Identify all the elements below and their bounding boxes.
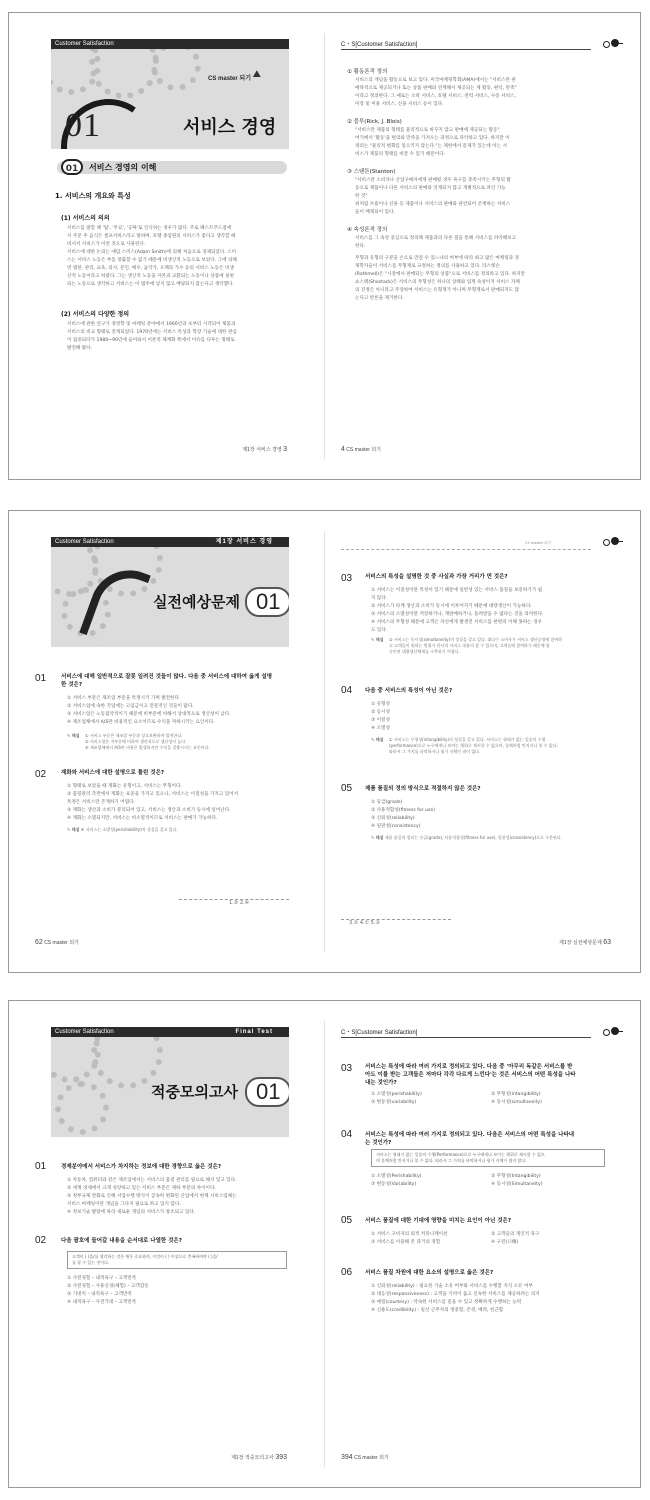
question-options: ① 유형성 ② 동시성 ③ 이질성 ④ 소멸성	[371, 702, 390, 731]
definition-body-4: 서비스를 그 속성 중심으로 정의해 제품과의 다른 점을 통해 서비스를 파악해보고 한다. 무형과 유형의 구분을 손으로 만질 수 있느냐의 여부에 따라 최고 많은 마케팅과 경 제학자들이 서비스를 무형재로 규정하는 정의를 사용하고 있다. 라스멧슨 (Rathmell)은 "시장에서 판매되는 무형의 상품"으로 서비스를 정의하고 있다. 하지만 쇼스택(Shostack)은 서비스의 무형성은 하나의 상태와 업계 속성이지 서비스 자체 의 진정은 아니라고 주장하여 서비스는 유형재가 아니며 무형재로서 판매되지도 않 는다고 반론을 제기한다.	[355, 236, 526, 301]
chapter-title: 서비스 경영	[183, 117, 277, 138]
section-title: 서비스 경영의 이해	[89, 163, 157, 172]
page-footer: 제1장 서비스 경영 3	[242, 446, 287, 453]
explanation-marker-icon: ✎ 해설	[371, 737, 384, 742]
running-header: C・S[Customer Satisfaction]	[341, 1027, 591, 1038]
paragraph-2: 서비스에 관한 연구가 경영학 및 마케팅 분야에서 1960년과 초부터 시작되어 제품과 서비스의 비교 형태로 전개되었다. 1970년에는 서비스 특성과 학장 기술에 대한 관심 이 집중되다가 1980~90년에 들어와서 이론적 체계화 쪽에서 이슈를 다루는 형태로 발전해 왔다.	[67, 322, 237, 351]
heading-1: 1. 서비스의 개요와 특성	[55, 192, 131, 200]
explanation-marker-icon: ✎ 해설	[67, 733, 80, 738]
question-number: 04	[341, 685, 353, 696]
topbar-chapter-label: 제1장 서비스 경영	[215, 539, 273, 545]
answer-explanation: ✎ 해설 제품 품질의 정의는 등급(grade), 사용적합성(fitness for use), 일관성(consistency)으로 구분된다.	[371, 835, 562, 840]
chapter-topbar: Customer Satisfaction	[51, 39, 289, 49]
spread-3	[8, 1000, 641, 1488]
question-options: ① 사전경험 – 내적욕구 – 고객만족 ② 사전경험 – 사용신경(체험) – 고객감동 ③ 기대치 – 내적욕구 – 고객만족 ④ 내적욕구 – 사전기대 – 고객만족	[67, 1276, 149, 1305]
question-options: ① 형태로 보았을 때 재화는 유형이고, 서비스는 무형이다. ② 품질관리 측면에서 재화는 표준을 가지고 있으나, 서비스는 이질성을 가지고 있어서 특정은 서비스란 존재하기 어렵다. ③ 재화는 생산과 소비가 분리되어 있고, 서비스는 생산과 소비가 동시에 일어난다. ④ 재화는 소멸되지만, 서비스는 비소멸적이므로 서비스는 판매가 가능하다.	[67, 784, 239, 821]
page-footer: 394 CS master 되기	[341, 1454, 389, 1461]
question-options-col-2: ② 무형성(intangibility) ④ 동시성(simultaneity)	[491, 1092, 542, 1105]
chapter-title: 실전예상문제	[153, 593, 240, 611]
passage-box: 서비스는 형태가 없는 일종의 수행(Performance)으로 누구에게나 보이는 행위로 제시할 수 없으 며 물체처럼 만지거나 볼 수 없다. 따라서 그 가치를 파악하거나 평가 자체가 쉽지 않다.	[371, 1149, 605, 1167]
answer-key: 3.② 4.① 5.③	[349, 920, 380, 926]
question-text: 재화와 서비스에 대한 설명으로 틀린 것은?	[61, 770, 165, 776]
page-footer: 62 CS master 되기	[35, 939, 79, 946]
chapter-topbar: Customer Satisfaction Final Test	[51, 1027, 289, 1037]
chapter-number: 01	[245, 1077, 289, 1107]
spread-2	[8, 510, 641, 973]
climbing-figure-icon: ⛰	[252, 69, 261, 80]
page-62	[9, 511, 325, 972]
header-deco-label: CS master 되기	[525, 541, 551, 545]
definition-heading-3: ③ 스탠튼(Stanton)	[347, 169, 396, 175]
question-options: ① 등급(grade) ② 사용적합성(fitness for use) ③ 신뢰성(reliability) ④ 일관성(consistency)	[371, 800, 435, 829]
chapter-number: 01	[245, 587, 289, 617]
ornament-icon	[597, 37, 619, 51]
question-options-col-1: ① 소멸성(Perishability) ③ 변동성(Variability)	[371, 1174, 422, 1187]
section-number: 01	[61, 159, 83, 175]
gear-icon	[55, 1081, 109, 1135]
question-options-col-2: ② 무형성(Intangibility) ④ 동시성(Simultaneity)	[491, 1174, 543, 1187]
question-number: 01	[35, 673, 47, 684]
fill-in-box: 고객이 ( )을/를 생각하는 것은 매우 중요하며, 이것이 ( ) 이상으로 충족하여야 ( )을/ 를 할 수 있는 것이다.	[67, 1251, 287, 1269]
definition-heading-4: ④ 속성론적 정의	[347, 227, 388, 233]
question-number: 03	[341, 573, 353, 584]
question-number: 02	[35, 769, 47, 780]
question-options: ① 자동차, 컴퓨터와 같은 제조업에서는 서비스의 품질 관리를 필요로 해서 있고 있다. ② 세계 경제에서 크게 성장하고 있는 서비스 부문은 제하 부문의 차이이다. ③ 정부규제 완화로 인해 서업수행 방식이 급속히 변화된 산업에서 현재 서비스업체는 서비스 마케팅이란 개념을 그다지 필요로 하고 있지 않다. ④ 정보기술 발달에 따라 새로운 개념의 서비스가 창조되고 있다.	[67, 1178, 237, 1215]
page-3	[9, 13, 325, 479]
running-header: C・S[Customer Satisfaction]	[341, 39, 591, 50]
definition-heading-2: ② 블루(Rick, J. Blois)	[347, 119, 402, 125]
answer-explanation: ✎ 해설 ① 서비스는 무형성(intangibility)의 성질을 갖고 있다. 서비스는 형태가 없는 일종의 수행 (performance)으로 누구에게나 보여는 행위로 제시할 수 없으며, 물체처럼 만지거나 볼 수 없다. 따라서 그 가치를 파악하거나 평가 자체인 점이 없다.	[371, 737, 558, 754]
question-text: 서비스의 특성을 설명한 것 중 사실과 가장 거리가 먼 것은?	[365, 574, 508, 580]
question-text: 서비스 품질에 대한 기대에 영향을 미치는 요인이 아닌 것은?	[365, 1218, 512, 1224]
definition-body-1: 서비스의 개념을 활동으로 보고 있다. 미국마케팅학회(AMA)에서는 "서비스란 판 매목적으로 제공되거나 또는 상품 판매와 연계해서 제공되는 제 활동, 편익, 만족" 이라고 정의한다. 그 예로는 오락 서비스, 호텔 서비스, 전력 서비스, 수송 서비스, 미장 및 미용 서비스, 신용 서비스 등이 있다.	[355, 78, 517, 107]
subheading-2: (2) 서비스의 다양한 정의	[61, 311, 130, 318]
question-text: 경제분야에서 서비스가 차지하는 정보에 대한 경향으로 옳은 것은?	[61, 1164, 222, 1170]
question-text: 서비스에 대해 일반적으로 잘못 일려진 것들이 많다. 다음 중 서비스에 대하여 옳게 설명 한 것은?	[61, 674, 273, 688]
question-options-col-1: ① 서비스 구비자의 외적 커뮤니케이션 ③ 서비스를 이용해 본 과거의 경험	[371, 1232, 448, 1245]
ornament-icon	[597, 1025, 619, 1039]
question-number: 03	[341, 1063, 353, 1074]
explanation-marker-icon: ✎ 해설	[67, 827, 80, 832]
question-number: 06	[341, 1267, 353, 1278]
question-text: 서비스 품질 차원에 대한 요소의 설명으로 옳은 것은?	[365, 1270, 494, 1276]
question-number: 02	[35, 1235, 47, 1246]
page-4	[325, 13, 641, 479]
question-options: ① 서비스 부문은 제조업 부문을 특정시키 가며 발전한다. ② 서비스업에 속한 직업에는 고임금이고 전문적인 것들이 많다. ③ 서비스업은 노동집약적이기 때문에 비부문에 비해서 상대적으로 생산성이 낮다. ④ 제조업체에서 A/S란 비용적인 요소이므로 수익을 저하시키는 요인이다.	[67, 696, 231, 725]
question-number: 01	[35, 1161, 47, 1172]
question-text: 서비스는 특성에 따라 여러 가지로 정의되고 있다. 다음 중 '아무리 독같은 서비스를 받 아도 이를 받는 고객들은 저마다 각각 다르게 느낀다'는 것은 서비스의 어떤 특성을 나타 내는 것인가?	[365, 1064, 576, 1086]
page-63	[325, 511, 641, 972]
page-394	[325, 1001, 641, 1487]
final-test-hero-banner	[51, 1037, 289, 1137]
question-text: 서비스는 특성에 따라 여러 가지로 정의되고 있다. 다음은 서비스의 어떤 특성을 나타내 는 것인가?	[365, 1132, 575, 1146]
paragraph-1: 서비스를 말할 때 '팁', '무료', '공짜'로 인식하는 경우가 많다. 주로 패스트푸드점에 서 주문 후 음식은 셀프서비스라고 말하며, 호텔 종업원의 서비스가 좋다고 생각할 때 비서서 서비스가 이런 것으로 사용된다. 서비스에 대한 논의는 애덤 스미스(Adam Smith)에 의해 처음으로 경제되었다. 스미 스는 서비스 노동은 부를 창출할 수 없기 때문에 비생산적 노동으로 보았다. 그에 의해 면 법관, 관리, 교육, 의사, 문인, 배우, 음악가, 오페라 가수 등의 서비스 노동은 비생 산적 노동이라고 하였다. 그는 생산적 노동을 자본과 교환되는 노동이나 상품에 실현 되는 노동으로 생각하고 서비스는 이 범주에 넣지 않고 배당되지 않는다고 생각했다.	[67, 226, 237, 287]
question-text: 다음 중 서비스의 특성이 아닌 것은?	[365, 688, 453, 694]
spread-1	[8, 12, 641, 480]
ornament-icon	[597, 535, 619, 549]
exercise-hero-banner	[51, 547, 289, 647]
subheading-1: (1) 서비스의 의의	[61, 215, 110, 222]
explanation-marker-icon: ✎ 해설	[371, 835, 384, 840]
question-number: 05	[341, 1215, 353, 1226]
page-footer: 제1장 실전예상문제 63	[558, 939, 611, 946]
gear-icon	[89, 49, 159, 99]
chapter-topbar: Customer Satisfaction 제1장 서비스 경영	[51, 537, 289, 547]
question-text: 제품 품질의 정의 방식으로 적절하지 않은 것은?	[365, 786, 481, 792]
page-footer: 4 CS master 되기	[341, 446, 381, 453]
question-number: 05	[341, 783, 353, 794]
question-options-col-1: ① 소멸성(perishability) ③ 변동성(variability)	[371, 1092, 422, 1105]
question-options-col-2: ② 고객들의 개인적 욕구 ④ 구전(口傳)	[491, 1232, 540, 1245]
definition-body-2: "서비스란 제품의 형태를 물리적으로 바꾸지 않고 판매에 제공되는 활동" 여기에서 '활동'을 편의와 만족을 가져오는 과정으로 파악하고 있다. 하지만 이 정의는 "물리적 변화를 일으키지 않는다."는 제한에서 문제가 있는데 이는 서 비스가 제품의 형태를 바꿀 수 있기 때문이다.	[355, 128, 510, 157]
question-options: ① 신뢰성(reliability) : 필요한 기술 소유 여부와 서비스를 수행할 지식 소유 여부 ② 대응성(responsiveness) : 고객을 기꺼이 돕고 신속한 서비스를 제공하려는 의지 ③ 예절(courtesy) : 약속한 서비스를 믿을 수 있고 정확하게 수행하는 능력 ④ 신용도(credibility) : 일선 근무자의 정중함, 존경, 배려, 친근함	[371, 1284, 540, 1313]
page-393	[9, 1001, 325, 1487]
answer-explanation: ✎ 해설 ① 서비스 부문은 제조업 부문과 상호보완하며 발전한다. ② 서비스업은 저부문에 비하여 생산적으로 생산성이 높다. ④ 제조업체에서 A/S란 비용은 발생하지만 수익을 창출시키는 요인이다.	[67, 733, 210, 750]
definition-body-3: "서비스란 소비자나 산업구매자에게 판매될 경우 욕구를 충족시키는 무형의 활 동으로 제품이나 다른 서비스의 판매와 연계되지 않고 개별적으로 파인 가능 한 것" 위처럼 브룸이나 신용 등 제품이나 서비스의 판매와 관련되어 존재하는 서비스 들이 배제되어 있다.	[355, 178, 511, 215]
question-text: 다음 괄호에 들어갈 내용을 순서대로 나열한 것은?	[61, 1238, 182, 1244]
chapter-hero-banner	[51, 49, 289, 149]
explanation-marker-icon: ✎ 해설	[371, 637, 384, 642]
chapter-number: 01	[65, 107, 101, 144]
answer-explanation: ✎ 해설 ② 서비스는 동시성(simultaneity)의 성질을 갖고 있다. 대다수 소비자가 서비스 생산공정에 참여하 고 고객들이 원하는 범위가 한사의 서비스 내용의 잘 수 있으며, 고객들에 참여하기 때문에 합 중인된 대량생산체제를 구축하기 어렵다.	[371, 637, 563, 654]
hero-subtitle: CS master 되기	[208, 76, 251, 82]
question-number: 04	[341, 1129, 353, 1140]
page-footer: 제1장 적중모의고사 393	[231, 1454, 287, 1461]
answer-key: 1.③ 2.④	[229, 900, 250, 906]
gear-icon	[151, 49, 201, 91]
header-dotted-rule	[341, 549, 591, 550]
question-options: ① 서비스는 이질성이란 특성이 있기 때문에 일반성 있는 서비스 품질을 보증하기가 쉽 지 않다. ② 서비스가 타계 생산과 소비가 동시에 이루어지기 때문에 대량생산이 가능하다. ③ 서비스의 소멸성이란 저장하거나, 재판매하거나, 돌려받을 수 없다는 것을 의미한다. ④ 서비스의 무형성 때문에 고객은 자신에게 발생진 서비스를 판편의 이해 못하는 경우 도 있다.	[371, 588, 544, 633]
definition-heading-1: ① 활동론적 정의	[347, 69, 388, 75]
answer-explanation: ✎ 해설 ④ 서비스는 소멸성(perishability)의 성질을 갖고 있다.	[67, 827, 178, 832]
chapter-title: 적중모의고사	[151, 1083, 238, 1101]
topbar-final-test-label: Final Test	[235, 1029, 273, 1035]
